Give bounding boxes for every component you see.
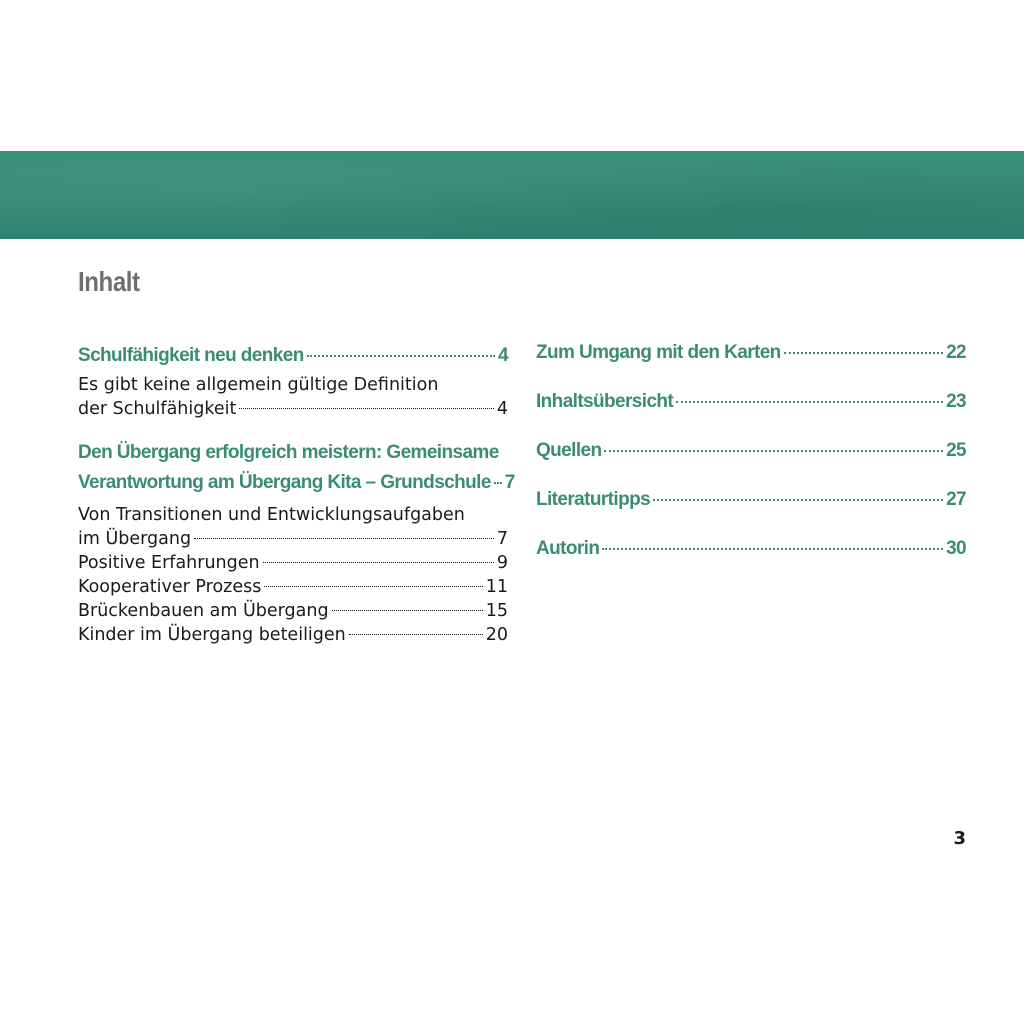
toc-subentry-positive[interactable]	[78, 551, 508, 575]
toc-right-column	[536, 340, 966, 585]
toc-heading-schulfaehigkeit[interactable]	[78, 340, 508, 372]
toc-subentry-line: Es gibt keine allgemein gültige Definition	[78, 375, 439, 395]
toc-subentry-text: im Übergang	[78, 529, 192, 549]
dot-leader	[307, 355, 495, 357]
toc-heading-line: Den Übergang erfolgreich meistern: Gemeinsame	[78, 442, 499, 463]
toc-page-number: 7	[504, 472, 515, 493]
toc-heading-autorin[interactable]	[536, 536, 966, 561]
dot-leader	[604, 450, 943, 452]
dot-leader	[194, 538, 494, 539]
dot-leader	[349, 634, 483, 635]
toc-subentry-brueckenbauen[interactable]	[78, 599, 508, 623]
toc-page-number: 7	[496, 529, 508, 549]
toc-heading-literaturtipps[interactable]	[536, 487, 966, 512]
toc-heading-text: Verantwortung am Übergang Kita – Grundschule	[78, 472, 491, 493]
toc-page-number: 23	[946, 391, 966, 412]
toc-subentry-line: Von Transitionen und Entwicklungsaufgaben	[78, 505, 465, 525]
toc-page-number: 4	[498, 345, 508, 366]
toc-page-number: 30	[946, 538, 966, 559]
toc-heading-text: Autorin	[536, 538, 600, 559]
toc-page-number: 15	[485, 601, 508, 621]
toc-subentry-text: Positive Erfahrungen	[78, 553, 260, 573]
toc-subentry-text: Kinder im Übergang beteiligen	[78, 625, 346, 645]
toc-heading-quellen[interactable]	[536, 438, 966, 463]
dot-leader	[602, 548, 943, 550]
dot-leader	[332, 610, 483, 611]
dot-leader	[239, 408, 494, 409]
toc-page-number: 20	[485, 625, 508, 645]
toc-subentry-transitionen[interactable]	[78, 503, 508, 551]
dot-leader	[263, 562, 494, 563]
toc-heading-text: Zum Umgang mit den Karten	[536, 342, 781, 363]
page-title: Inhalt	[78, 266, 140, 297]
dot-leader	[264, 586, 482, 587]
toc-subentry-text: Brückenbauen am Übergang	[78, 601, 329, 621]
toc-heading-karten[interactable]	[536, 340, 966, 365]
dot-leader	[676, 401, 943, 403]
toc-subentry-text: der Schulfähigkeit	[78, 399, 237, 419]
toc-page-number: 4	[496, 399, 508, 419]
toc-heading-text: Quellen	[536, 440, 602, 461]
dot-leader	[784, 352, 943, 354]
toc-subentry-definition[interactable]	[78, 373, 508, 421]
toc-subentry-kinder[interactable]	[78, 623, 508, 647]
dot-leader	[494, 482, 502, 484]
toc-page-number: 11	[485, 577, 508, 597]
toc-page-number: 22	[946, 342, 966, 363]
toc-subentry-text: Kooperativer Prozess	[78, 577, 262, 597]
toc-heading-uebergang[interactable]	[78, 438, 515, 498]
page-number: 3	[953, 828, 966, 849]
toc-subentry-kooperativ[interactable]	[78, 575, 508, 599]
toc-page-number: 27	[946, 489, 966, 510]
toc-left-column	[78, 340, 515, 647]
toc-heading-text: Literaturtipps	[536, 489, 651, 510]
toc-page-number: 9	[496, 553, 508, 573]
header-banner	[0, 151, 1024, 239]
toc-heading-text: Inhaltsübersicht	[536, 391, 674, 412]
toc-page-number: 25	[946, 440, 966, 461]
dot-leader	[653, 499, 943, 501]
toc-heading-inhaltsuebersicht[interactable]	[536, 389, 966, 414]
toc-heading-text: Schulfähigkeit neu denken	[78, 345, 304, 366]
